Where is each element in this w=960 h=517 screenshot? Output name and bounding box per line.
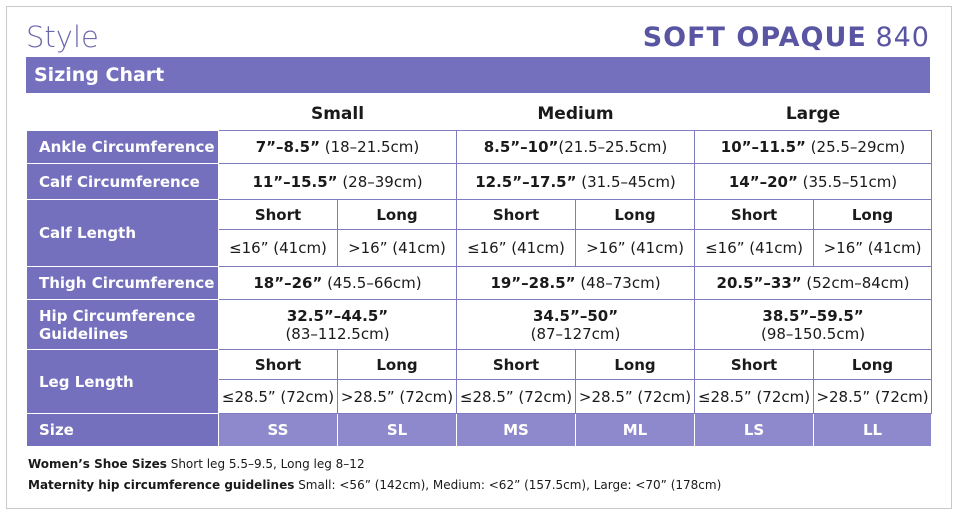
shoe-size-note-label: Women’s Shoe Sizes <box>28 457 167 471</box>
hip-medium-cm: (87–127cm) <box>530 324 621 343</box>
size-code-ms: MS <box>457 414 576 447</box>
calf-small-in: 11”–15.5” <box>252 172 338 191</box>
size-code-ll: LL <box>814 414 932 447</box>
leg-length-large-long-val: >28.5” (72cm) <box>814 380 932 414</box>
calf-length-small-short-val: ≤16” (41cm) <box>219 230 338 267</box>
hip-small <box>219 300 457 350</box>
shoe-size-note <box>28 457 365 471</box>
hip-large <box>695 300 932 350</box>
size-small-header: Small <box>310 104 365 124</box>
size-label: Size <box>27 414 219 447</box>
calf-large-in: 14”–20” <box>728 172 798 191</box>
product-name <box>643 22 930 53</box>
leg-length-large-long: Long <box>814 350 932 380</box>
ankle-large-cm: (25.5–29cm) <box>805 138 906 156</box>
calf-length-label: Calf Length <box>27 200 219 267</box>
leg-length-large-short-val: ≤28.5” (72cm) <box>695 380 814 414</box>
calf-medium <box>457 164 695 200</box>
ankle-row <box>27 131 932 164</box>
calf-row <box>27 164 932 200</box>
shoe-size-note-text: Short leg 5.5–9.5, Long leg 8–12 <box>166 457 365 471</box>
ankle-medium-cm: (21.5–25.5cm) <box>558 138 668 156</box>
sizing-table <box>26 98 932 447</box>
ankle-small-in: 7”–8.5” <box>255 138 320 156</box>
hip-large-cm: (98–150.5cm) <box>760 324 866 343</box>
hip-large-in: 38.5”–59.5” <box>762 306 864 325</box>
ankle-small-cm: (18–21.5cm) <box>319 138 420 156</box>
calf-length-small-long: Long <box>338 200 457 230</box>
size-large-header: Large <box>785 104 841 124</box>
thigh-small <box>219 267 457 300</box>
calf-label: Calf Circumference <box>27 164 219 200</box>
calf-small <box>219 164 457 200</box>
thigh-medium-in: 19”–28.5” <box>490 274 576 292</box>
ankle-medium-in: 8.5”–10” <box>483 138 559 156</box>
calf-length-medium-long: Long <box>576 200 695 230</box>
leg-length-row-1 <box>27 350 932 380</box>
leg-length-small-long: Long <box>338 350 457 380</box>
hip-row <box>27 300 932 350</box>
thigh-row <box>27 267 932 300</box>
calf-large <box>695 164 932 200</box>
leg-length-medium-short: Short <box>457 350 576 380</box>
calf-length-row-1 <box>27 200 932 230</box>
calf-medium-cm: (31.5–45cm) <box>576 172 676 191</box>
size-code-ss: SS <box>219 414 338 447</box>
calf-length-medium-long-val: >16” (41cm) <box>576 230 695 267</box>
thigh-medium-cm: (48–73cm) <box>575 274 661 292</box>
product-number: 840 <box>875 22 930 53</box>
ankle-large-in: 10”–11.5” <box>720 138 806 156</box>
maternity-note-text: Small: <56” (142cm), Medium: <62” (157.5cm), Large: <70” (178cm) <box>294 478 722 492</box>
calf-medium-in: 12.5”–17.5” <box>475 172 577 191</box>
ankle-large <box>695 131 932 164</box>
leg-length-large-short: Short <box>695 350 814 380</box>
size-code-row <box>27 414 932 447</box>
calf-length-medium-short: Short <box>457 200 576 230</box>
hip-medium <box>457 300 695 350</box>
leg-length-small-short: Short <box>219 350 338 380</box>
calf-length-medium-short-val: ≤16” (41cm) <box>457 230 576 267</box>
empty-corner <box>27 98 219 131</box>
leg-length-medium-short-val: ≤28.5” (72cm) <box>457 380 576 414</box>
calf-length-small-short: Short <box>219 200 338 230</box>
calf-small-cm: (28–39cm) <box>337 172 423 191</box>
thigh-large-in: 20.5”–33” <box>716 274 802 292</box>
calf-length-large-short-val: ≤16” (41cm) <box>695 230 814 267</box>
calf-length-small-long-val: >16” (41cm) <box>338 230 457 267</box>
ankle-label: Ankle Circumference <box>27 131 219 164</box>
leg-length-medium-long: Long <box>576 350 695 380</box>
calf-length-large-long-val: >16” (41cm) <box>814 230 932 267</box>
maternity-note <box>28 478 721 492</box>
size-code-ls: LS <box>695 414 814 447</box>
leg-length-small-short-val: ≤28.5” (72cm) <box>219 380 338 414</box>
ankle-small <box>219 131 457 164</box>
hip-medium-in: 34.5”–50” <box>532 306 619 325</box>
thigh-large-cm: (52cm–84cm) <box>801 274 910 292</box>
product-name-bold: SOFT OPAQUE <box>642 22 867 53</box>
hip-label <box>27 300 219 350</box>
thigh-small-cm: (45.5–66cm) <box>322 274 422 292</box>
leg-length-small-long-val: >28.5” (72cm) <box>338 380 457 414</box>
calf-length-large-long: Long <box>814 200 932 230</box>
style-heading: Style <box>26 20 99 54</box>
size-header-row <box>27 98 932 131</box>
hip-small-cm: (83–112.5cm) <box>285 324 390 343</box>
maternity-note-label: Maternity hip circumference guidelines <box>28 478 295 492</box>
size-medium-header: Medium <box>537 104 614 124</box>
thigh-label: Thigh Circumference <box>27 267 219 300</box>
calf-large-cm: (35.5–51cm) <box>797 172 898 191</box>
thigh-large <box>695 267 932 300</box>
leg-length-medium-long-val: >28.5” (72cm) <box>576 380 695 414</box>
sizing-chart-banner: Sizing Chart <box>26 57 930 93</box>
size-code-ml: ML <box>576 414 695 447</box>
hip-label-line2: Guidelines <box>39 324 129 343</box>
hip-small-in: 32.5”–44.5” <box>286 306 389 325</box>
leg-length-label: Leg Length <box>27 350 219 414</box>
thigh-small-in: 18”–26” <box>253 274 323 292</box>
ankle-medium <box>457 131 695 164</box>
size-code-sl: SL <box>338 414 457 447</box>
thigh-medium <box>457 267 695 300</box>
hip-label-line1: Hip Circumference <box>39 306 196 325</box>
calf-length-large-short: Short <box>695 200 814 230</box>
